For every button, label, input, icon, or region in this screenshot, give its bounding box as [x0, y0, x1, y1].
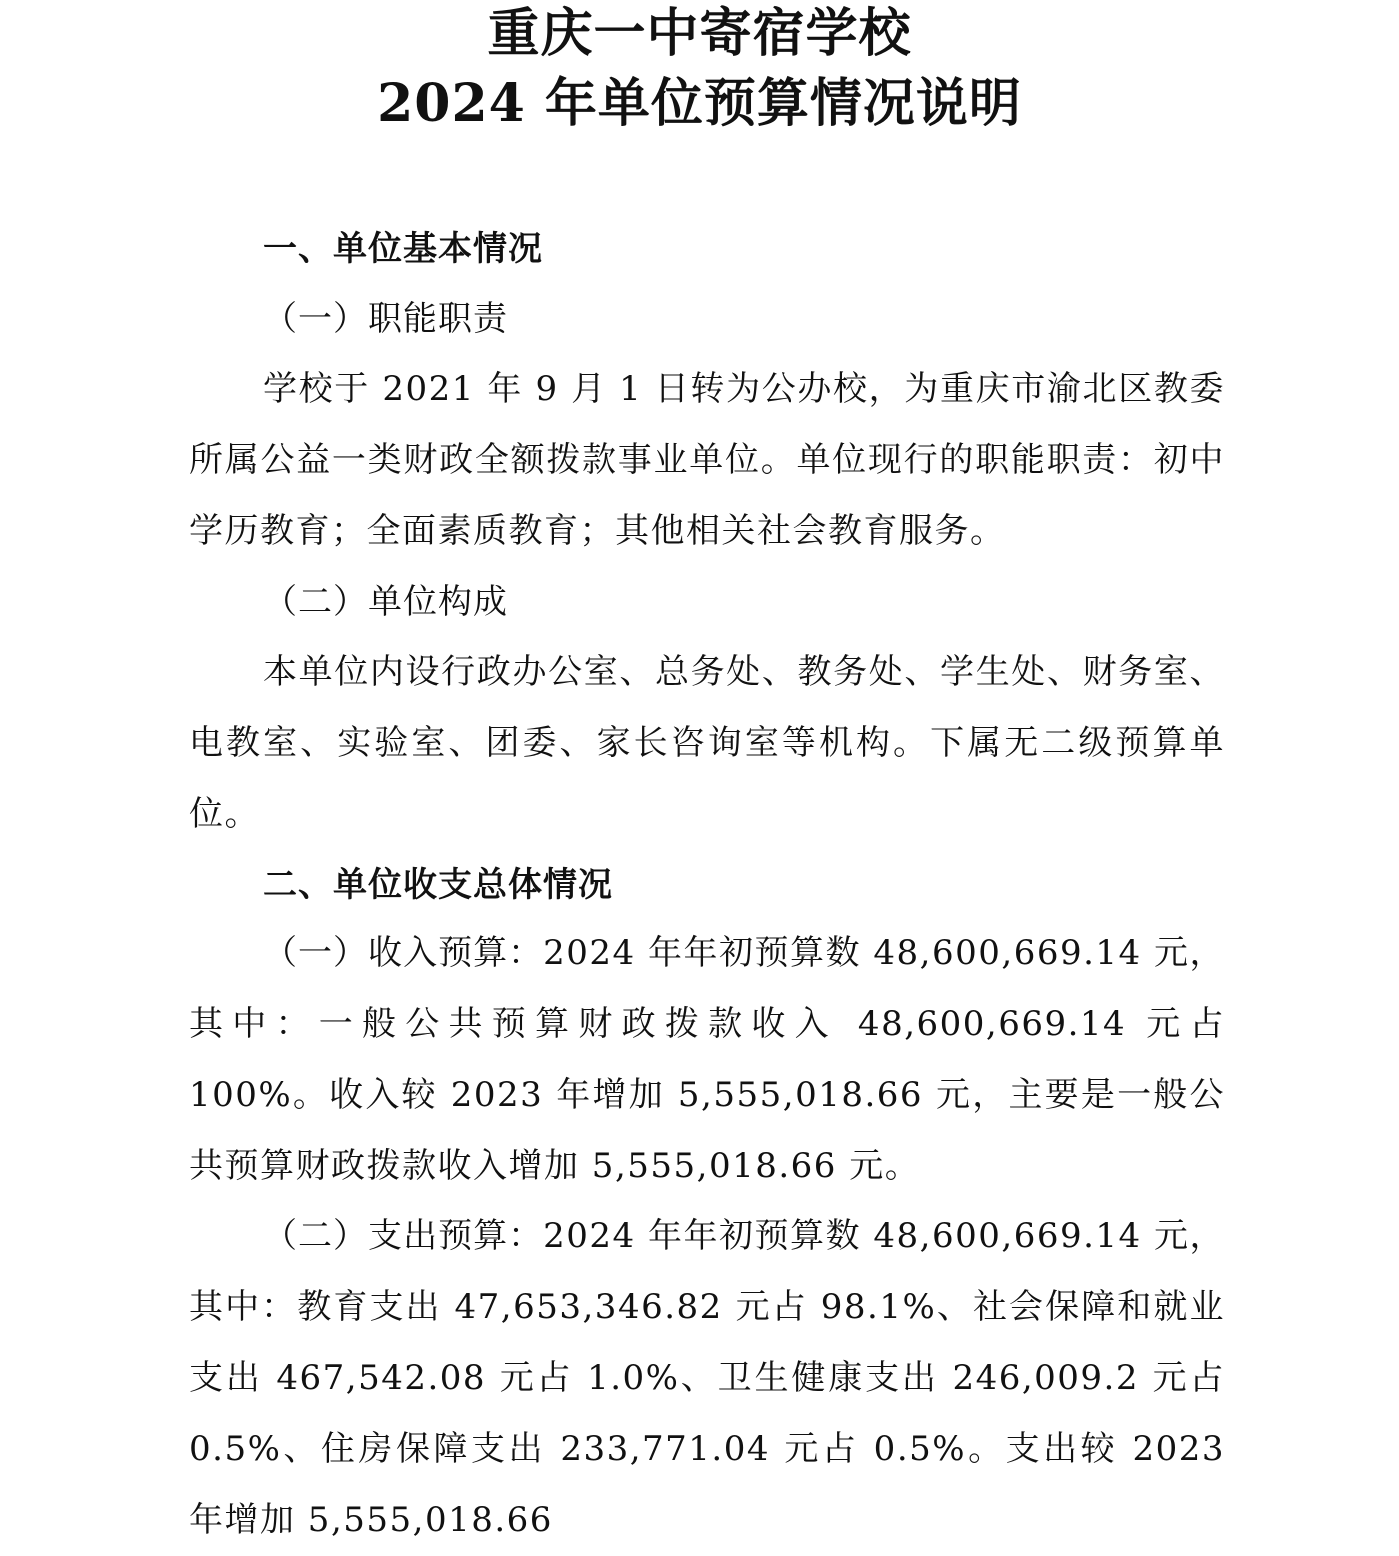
section2-heading: 二、单位收支总体情况 [263, 865, 613, 905]
document-title-line2: 2024 年单位预算情况说明 [377, 73, 1022, 134]
income-lead: （一）收入预算： [263, 933, 544, 973]
expense-lead: （二）支出预算： [263, 1216, 544, 1256]
document-title-line1: 重庆一中寄宿学校 [487, 3, 912, 64]
section1-sub2-heading: （二）单位构成 [263, 582, 508, 622]
section2-expense-paragraph [189, 1201, 1225, 1556]
income-text: 2024 年年初预算数 48,600,669.14 元，其中：一般公共预算财政拨款收入 48,600,669.14 元占 100%。收入较 2023 年增加 5,555,018.66 元，主要是一般公共预算财政拨款收入增加 5,555,018.66 元。 [189, 933, 1225, 1186]
section1-sub1-heading: （一）职能职责 [263, 299, 508, 339]
section1-sub2-paragraph: 本单位内设行政办公室、总务处、教务处、学生处、财务室、电教室、实验室、团委、家长咨询室等机构。下属无二级预算单位。 [189, 652, 1225, 834]
expense-text: 2024 年年初预算数 48,600,669.14 元，其中：教育支出 47,653,346.82 元占 98.1%、社会保障和就业支出 467,542.08 元占 1.0%、卫生健康支出 246,009.2 元占 0.5%、住房保障支出 233,771.04 元占 0.5%。支出较 2023 年增加 5,555,018.66 [189, 1216, 1225, 1540]
section1-sub1-paragraph: 学校于 2021 年 9 月 1 日转为公办校，为重庆市渝北区教委所属公益一类财政全额拨款事业单位。单位现行的职能职责：初中学历教育；全面素质教育；其他相关社会教育服务。 [189, 369, 1225, 551]
section2-income-paragraph [189, 918, 1225, 1202]
section1-heading: 一、单位基本情况 [263, 229, 543, 269]
